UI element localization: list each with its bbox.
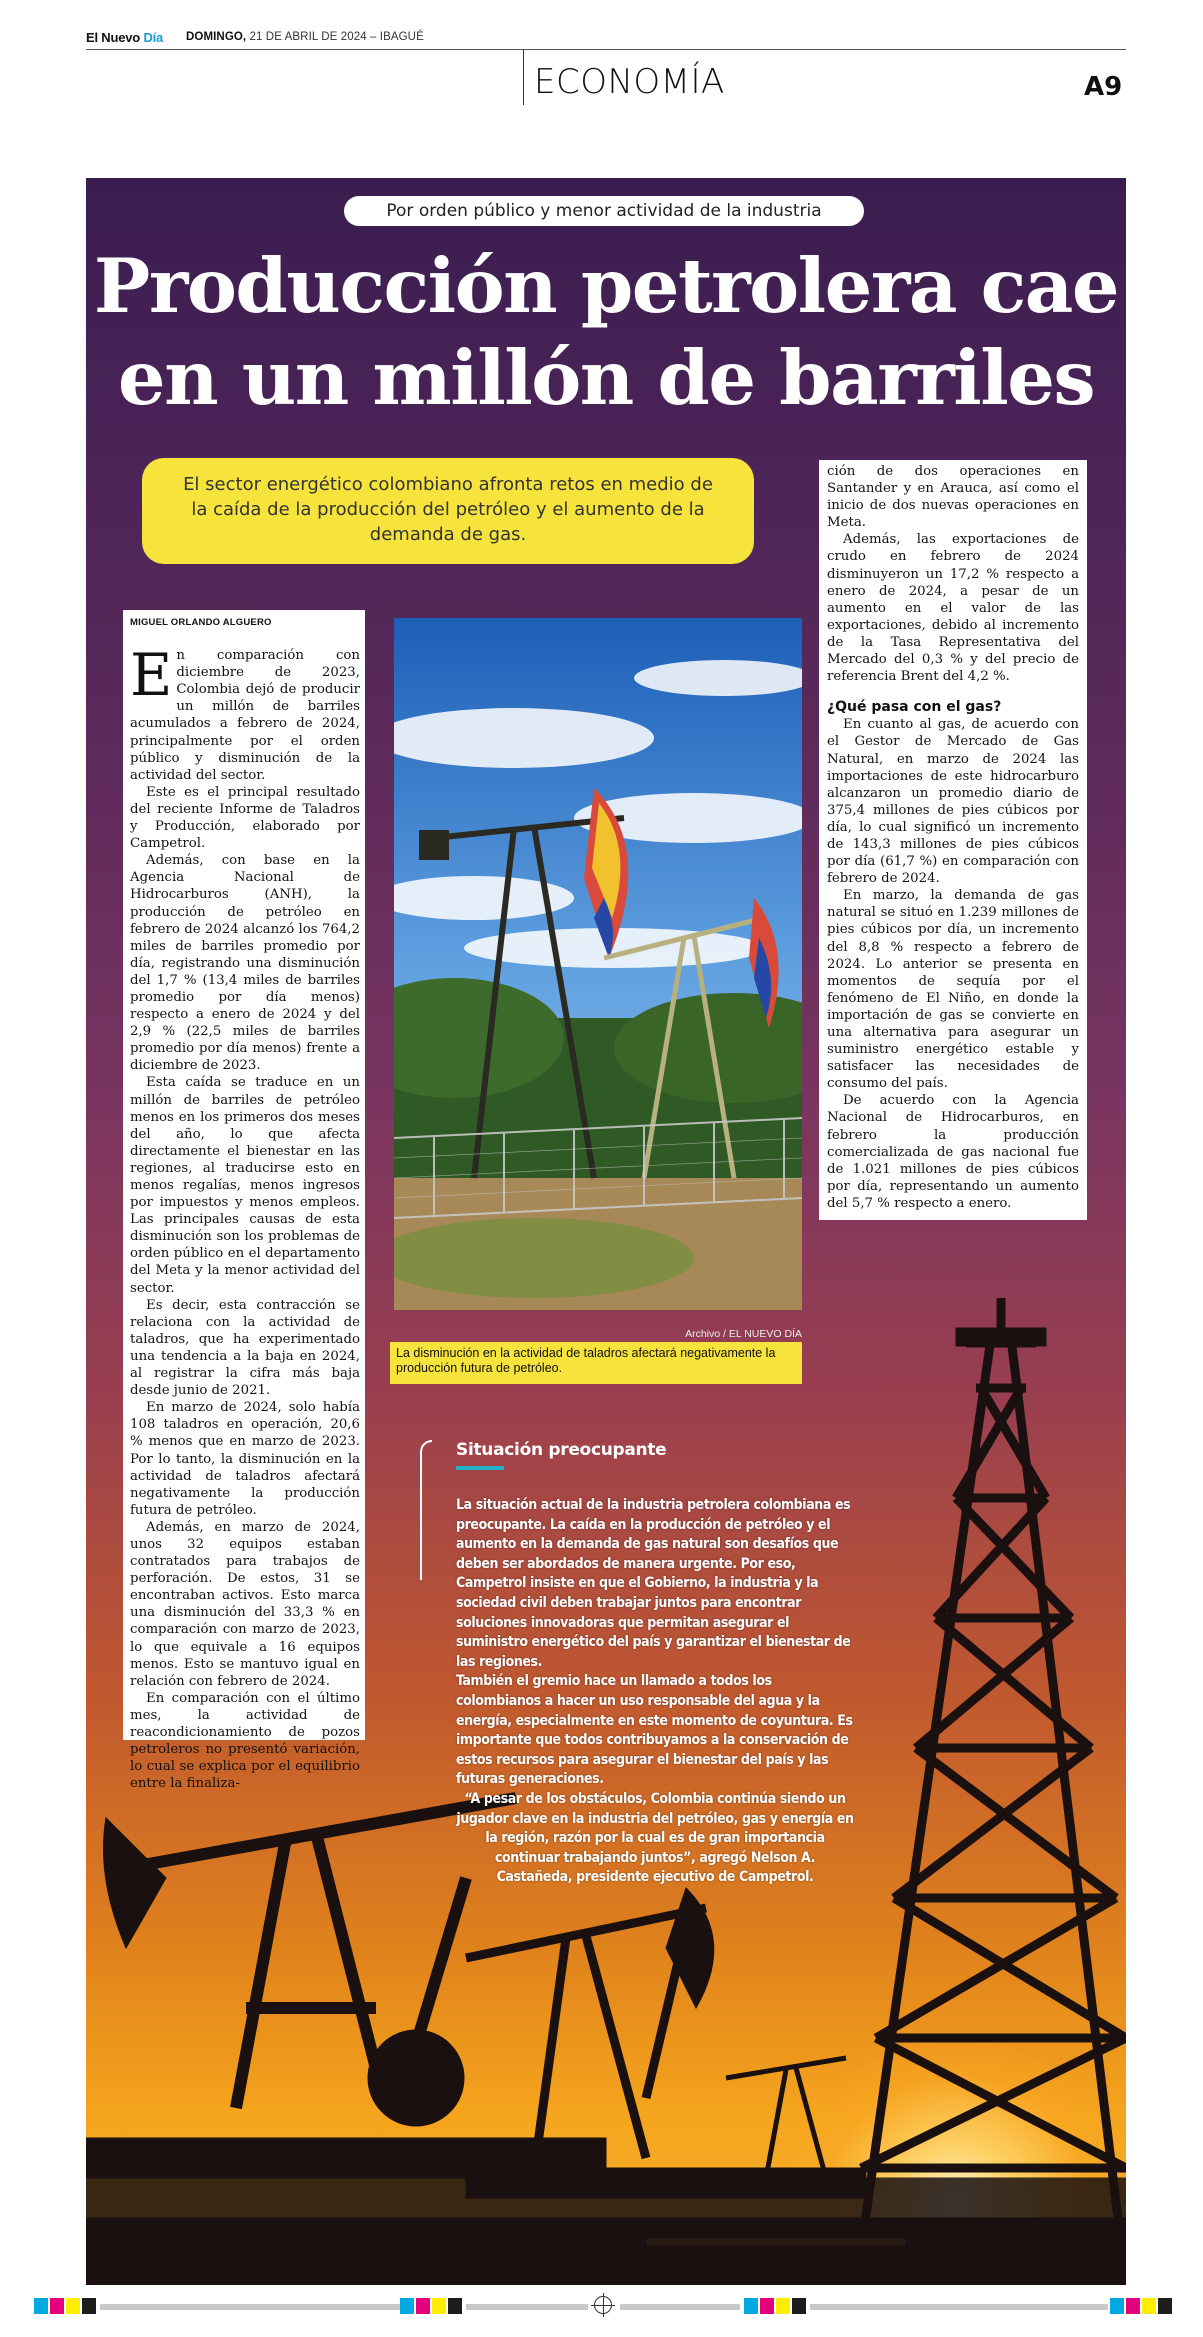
color-swatch bbox=[50, 2298, 64, 2314]
color-swatch bbox=[34, 2298, 48, 2314]
headline bbox=[86, 240, 1126, 424]
color-swatch bbox=[82, 2298, 96, 2314]
deck-summary: El sector energético colombiano afronta retos en medio de la caída de la producción del petróleo y el aumento de la demanda de gas. bbox=[142, 458, 754, 564]
color-swatch bbox=[1110, 2298, 1124, 2314]
sidebar-paragraph: También el gremio hace un llamado a todos los colombianos a hacer un uso responsable del agua y la energía, especialmente en este momento de coyuntura. Es importante que todos contribuyamos a la conservación de estos recursos para asegurar el bienestar del país y las futuras generaciones. bbox=[456, 1673, 853, 1788]
sidebar-body bbox=[456, 1496, 854, 1888]
headline-line-1: Producción petrolera cae bbox=[93, 242, 1119, 330]
paragraph: En comparación con diciembre de 2023, Colombia dejó de producir un millón de barriles acumulados a febrero de 2024, principalmente por el orden público y disminución de la actividad del sector. bbox=[130, 641, 360, 783]
paragraph: ción de dos operaciones en Santander y en Arauca, así como el inicio de dos nuevas operaciones en Meta. bbox=[827, 464, 1079, 531]
sidebar-quote: “A pesar de los obstáculos, Colombia continúa siendo un jugador clave en la industria del petróleo, gas y energía en la región, razón por la cual es de gran importancia continuar trabajando juntos”, agregó Nelson A. Castañeda, presidente ejecutivo de Campetrol. bbox=[456, 1790, 854, 1886]
newspaper-logo: El Nuevo Día bbox=[86, 30, 164, 45]
color-swatch bbox=[1158, 2298, 1172, 2314]
kicker-label: Por orden público y menor actividad de la industria bbox=[344, 196, 864, 226]
drop-cap: E bbox=[130, 641, 173, 710]
sidebar-title-rule bbox=[456, 1466, 504, 1470]
color-swatch bbox=[432, 2298, 446, 2314]
gray-bar bbox=[810, 2304, 1108, 2310]
gray-bar bbox=[100, 2304, 400, 2310]
color-swatch bbox=[400, 2298, 414, 2314]
paragraph: Esta caída se traduce en un millón de barriles de petróleo menos en los primeros dos meses del año, lo que afecta directamente el bienestar en las regiones, al traducirse esto en menos regalías, menos ingresos por impuestos y menos empleos. Las principales causas de esta disminución son los problemas de orden público en el departamento del Meta y la menor actividad del sector. bbox=[130, 1075, 360, 1296]
sidebar-title: Situación preocupante bbox=[456, 1440, 667, 1460]
color-swatch bbox=[1126, 2298, 1140, 2314]
color-swatch bbox=[744, 2298, 758, 2314]
pumpjack-photo bbox=[394, 618, 802, 1310]
photo-caption: La disminución en la actividad de taladros afectará negativamente la producción futura de petróleo. bbox=[390, 1342, 802, 1384]
sidebar-bracket bbox=[420, 1440, 432, 1580]
registration-target-icon bbox=[594, 2296, 612, 2314]
color-swatch bbox=[66, 2298, 80, 2314]
photo-credit: Archivo / EL NUEVO DÍA bbox=[685, 1328, 802, 1340]
color-swatch bbox=[416, 2298, 430, 2314]
paragraph: En marzo, la demanda de gas natural se situó en 1.239 millones de pies cúbicos por día, un incremento del 8,8 % respecto a febrero de 2024. Lo anterior se presenta en momentos de sequía por el fenómeno de El Niño, en donde la importación de gas se convierte en una alternativa para asegurar un suministro energético estable y satisfacer las necesidades de consumo del país. bbox=[827, 888, 1079, 1092]
color-swatch bbox=[1142, 2298, 1156, 2314]
article-column-left bbox=[123, 610, 365, 1792]
masthead bbox=[86, 30, 1126, 50]
color-swatch bbox=[792, 2298, 806, 2314]
subheading: ¿Qué pasa con el gas? bbox=[827, 699, 1002, 716]
paragraph: Además, las exportaciones de crudo en febrero de 2024 disminuyeron un 17,2 % respecto a enero de 2024, a pesar de un aumento en el valor de las exportaciones, debido al incremento de la Tasa Representativa del Mercado del 0,3 % y del precio de referencia Brent del 4,2 %. bbox=[827, 532, 1079, 685]
paragraph: Este es el principal resultado del reciente Informe de Taladros y Producción, elaborado por Campetrol. bbox=[130, 784, 360, 852]
article-column-right bbox=[819, 460, 1087, 1220]
gray-bar bbox=[466, 2304, 588, 2310]
paragraph: En cuanto al gas, de acuerdo con el Gestor de Mercado de Gas Natural, en marzo de 2024 las importaciones de este hidrocarburo alcanzaron un promedio diario de 375,4 millones de pies cúbicos por día, lo cual significó un incremento de 143,3 millones de pies cúbicos por día (61,7 %) en comparación con febrero de 2024. bbox=[827, 717, 1079, 887]
dateline: DOMINGO, 21 DE ABRIL DE 2024 – IBAGUÉ bbox=[186, 31, 424, 43]
paragraph: Es decir, esta contracción se relaciona con la actividad de taladros, que ha experimentado una tendencia a la baja en 2024, al registrar la cifra más baja desde junio de 2021. bbox=[130, 1297, 360, 1399]
paragraph: Además, en marzo de 2024, unos 32 equipos estaban contratados para trabajos de perforación. De estos, 31 se encontraban activos. Esto marca una disminución del 33,3 % en comparación con marzo de 2023, lo que equivale a 16 equipos menos. Esto se mantuvo igual en relación con febrero de 2024. bbox=[130, 1519, 360, 1689]
sidebar-paragraph: La situación actual de la industria petrolera colombiana es preocupante. La caída en la producción de petróleo y el aumento en la demanda de gas natural son desafíos que deben ser abordados de manera urgente. Por eso, Campetrol insiste en que el Gobierno, la industria y la sociedad civil deben trabajar juntos para encontrar soluciones innovadoras que permitan asegurar el suministro energético del país y garantizar el bienestar de las regiones. bbox=[456, 1497, 851, 1670]
color-swatch bbox=[776, 2298, 790, 2314]
paragraph: De acuerdo con la Agencia Nacional de Hidrocarburos, en febrero la producción comercializada de gas nacional fue de 1.021 millones de pies cúbicos por día, representando un aumento del 5,7 % respecto a enero. bbox=[827, 1093, 1079, 1211]
oil-derrick-silhouette bbox=[856, 1298, 1126, 2285]
byline: MIGUEL ORLANDO ALGUERO bbox=[130, 617, 272, 628]
page-number: A9 bbox=[1084, 72, 1123, 102]
headline-line-2: en un millón de barriles bbox=[117, 334, 1095, 422]
color-swatch bbox=[760, 2298, 774, 2314]
paragraph: Además, con base en la Agencia Nacional de Hidrocarburos (ANH), la producción de petróleo en febrero de 2024 alcanzó los 764,2 miles de barriles promedio por día, registrando una disminución del 1,7 % (13,4 miles de barriles promedio por día menos) respecto a enero de 2024 y del 2,9 % (22,5 miles de barriles promedio por día menos) frente a diciembre de 2023. bbox=[130, 853, 360, 1074]
paragraph: En comparación con el último mes, la actividad de reacondicionamiento de pozos petroleros no presentó variación, lo cual se explica por el equilibrio entre la finaliza- bbox=[130, 1690, 360, 1792]
section-name: ECONOMÍA bbox=[534, 62, 725, 102]
section-divider bbox=[523, 50, 524, 105]
paragraph: En marzo de 2024, solo había 108 taladros en operación, 20,6 % menos que en marzo de 2023. Por lo tanto, la disminución en la actividad de taladros afectará negativamente la producción futura de petróleo. bbox=[130, 1400, 360, 1518]
gray-bar bbox=[620, 2304, 740, 2310]
color-swatch bbox=[448, 2298, 462, 2314]
feature-panel bbox=[86, 178, 1126, 2285]
